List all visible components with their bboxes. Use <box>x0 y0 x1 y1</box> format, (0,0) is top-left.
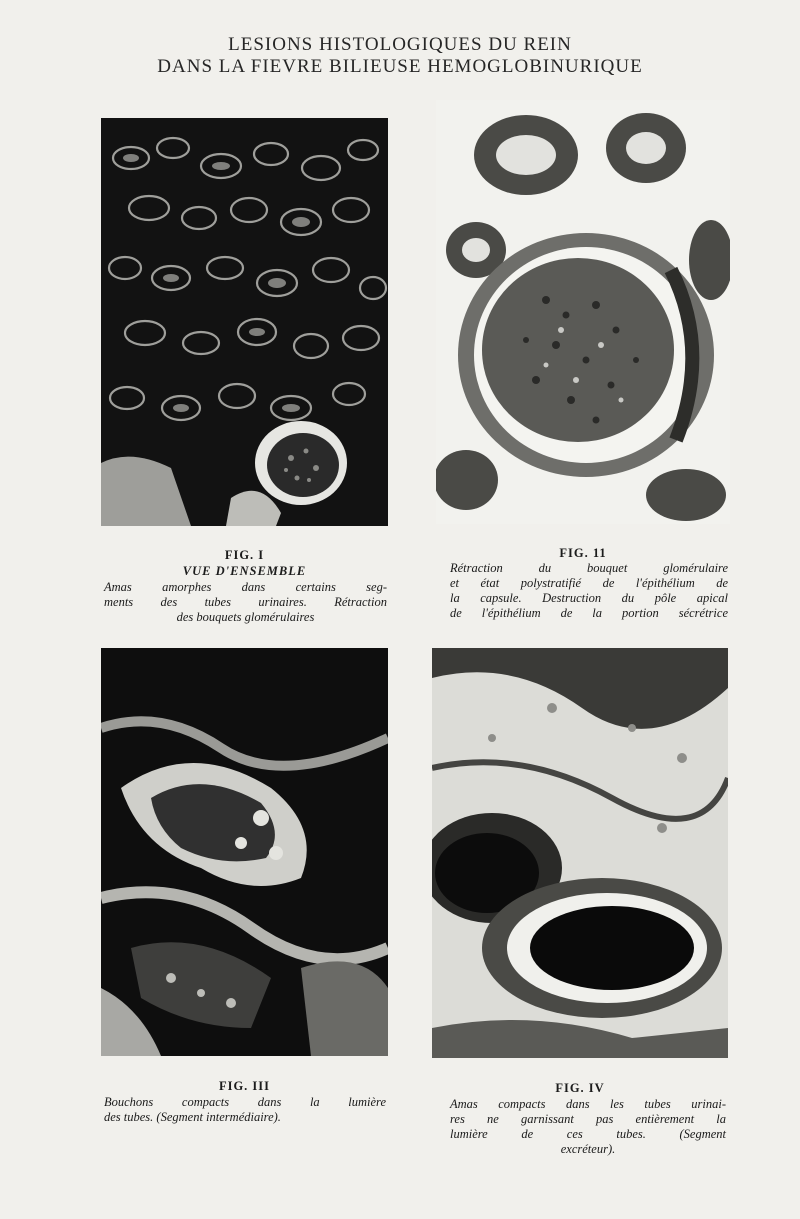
figure-1-subtitle: VUE D'ENSEMBLE <box>182 564 307 578</box>
figure-3-caption-line: des tubes. (Segment intermédiaire). <box>104 1110 281 1124</box>
figure-3-label: FIG. III <box>218 1079 271 1093</box>
figure-3-caption <box>104 1095 386 1125</box>
figure-3-caption-line: Bouchons compacts dans la lumière <box>104 1095 386 1109</box>
page-title-line-2: DANS LA FIEVRE BILIEUSE HEMOGLOBINURIQUE <box>157 56 643 77</box>
figure-4-caption-line: res ne garnissant pas entièrement la <box>450 1112 726 1126</box>
figure-4-caption-line: lumière de ces tubes. (Segment <box>450 1127 726 1141</box>
figure-1-caption-line: ments des tubes urinaires. Rétraction <box>104 595 387 609</box>
figure-1-caption-line: Amas amorphes dans certains seg- <box>104 580 387 594</box>
figure-1-label: FIG. I <box>224 548 265 562</box>
figure-1-caption-line: des bouquets glomérulaires <box>176 610 315 624</box>
page-title-line-1: LESIONS HISTOLOGIQUES DU REIN <box>228 34 572 55</box>
figure-2-caption-line: de l'épithélium de la portion sécrétrice <box>450 606 728 620</box>
figure-4-caption-line: Amas compacts dans les tubes urinai- <box>450 1097 726 1111</box>
figure-4-caption <box>450 1097 726 1157</box>
figure-4-caption-line: excréteur). <box>560 1142 616 1156</box>
figure-2-caption <box>450 561 728 621</box>
figure-4-label: FIG. IV <box>555 1081 605 1095</box>
figure-3-micrograph <box>101 648 388 1056</box>
figure-2-label: FIG. 11 <box>559 546 607 560</box>
figure-2-caption-line: la capsule. Destruction du pôle apical <box>450 591 728 605</box>
figure-2-micrograph <box>436 100 730 524</box>
figure-4-micrograph <box>432 648 728 1058</box>
figure-2-caption-line: Rétraction du bouquet glomérulaire <box>450 561 728 575</box>
figure-2-caption-line: et état polystratifié de l'épithélium de <box>450 576 728 590</box>
figure-1-caption <box>104 580 387 625</box>
figure-1-micrograph <box>101 118 388 526</box>
